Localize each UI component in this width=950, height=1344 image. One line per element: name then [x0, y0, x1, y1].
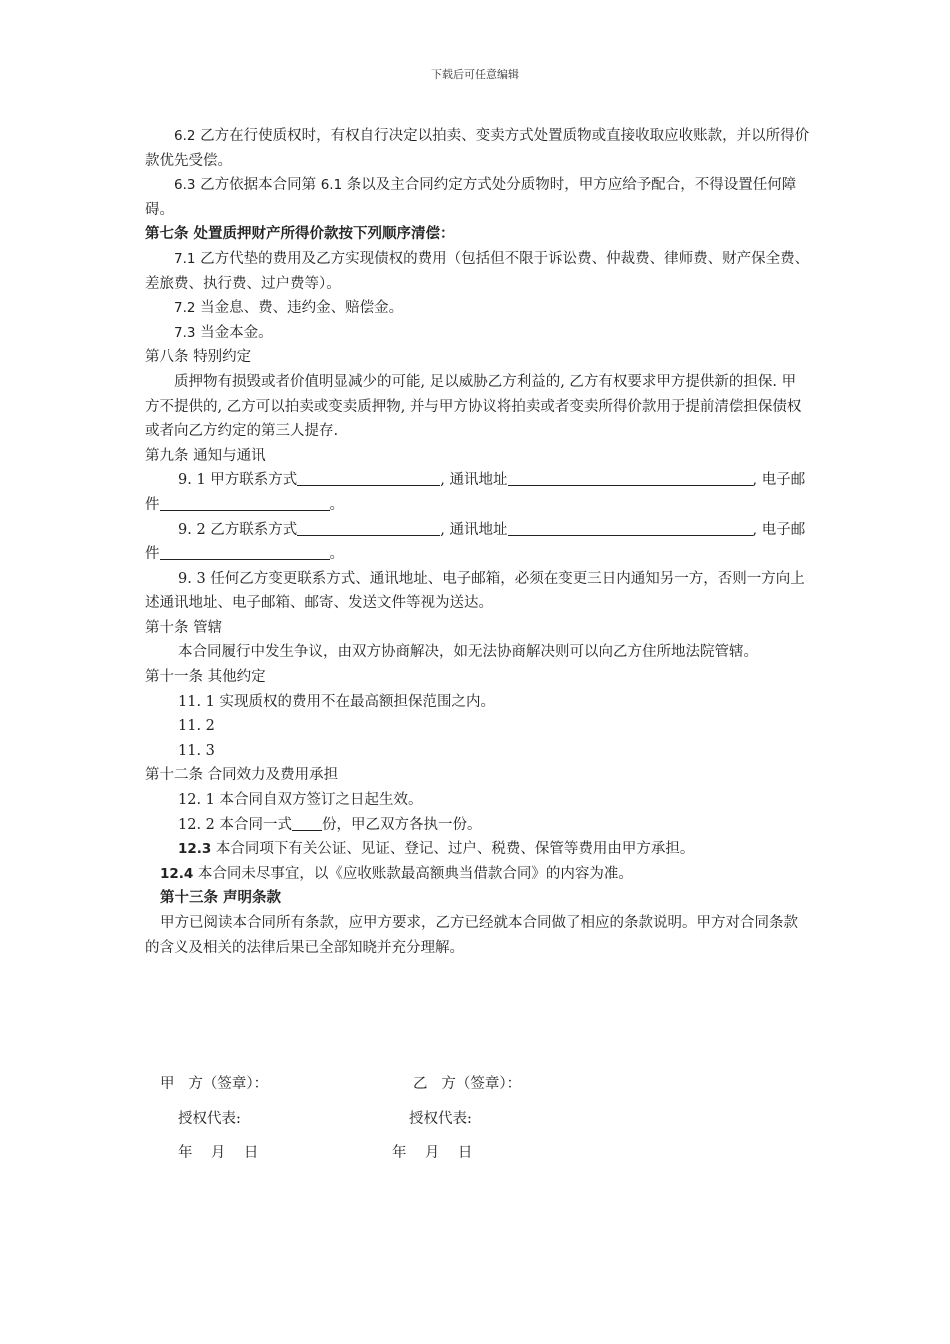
- clause-7-1: [145, 247, 810, 296]
- clause-number: 7.3: [174, 324, 196, 341]
- party-b-email-blank[interactable]: [160, 543, 330, 560]
- clause-text: 本合同未尽事宜，以《应收账款最高额典当借款合同》的内容为准。: [193, 865, 633, 882]
- party-a-email-blank[interactable]: [160, 494, 330, 511]
- clause-number: 12.3: [178, 841, 212, 858]
- clause-11-1: 11. 1 实现质权的费用不在最高额担保范围之内。: [178, 693, 496, 710]
- article-13-text: 甲方已阅读本合同所有条款，应甲方要求，乙方已经就本合同做了相应的条款说明。甲方对合同条款的含义及相关的法律后果已全部知晓并充分理解。: [145, 915, 798, 956]
- clause-text: 乙方代垫的费用及乙方实现债权的费用（包括但不限于诉讼费、仲裁费、律师费、财产保全费、差旅费、执行费、过户费等）。: [145, 250, 810, 292]
- party-a-contact-blank[interactable]: [297, 469, 440, 486]
- clause-text: 本合同项下有关公证、见证、登记、过户、税费、保管等费用由甲方承担。: [211, 841, 695, 858]
- party-b-email-label: , 电子邮件: [145, 521, 806, 563]
- clause-number: 12.4: [160, 865, 194, 882]
- clause-9-3: 9. 3 任何乙方变更联系方式、通讯地址、电子邮箱，必须在变更三日内通知另一方，否则一方向上述通讯地址、电子邮箱、邮寄、发送文件等视为送达。: [145, 570, 805, 612]
- clause-end: 。: [329, 546, 344, 563]
- article-11-title: 第十一条 其他约定: [145, 669, 266, 686]
- party-a-contact-label: 9. 1 甲方联系方式: [178, 472, 298, 489]
- article-10-title: 第十条 管辖: [145, 619, 223, 636]
- article-10-text: 本合同履行中发生争议，由双方协商解决，如无法协商解决则可以向乙方住所地法院管辖。: [178, 644, 758, 661]
- clause-text: 乙方依据本合同第: [195, 177, 321, 194]
- clause-7-2: [145, 296, 810, 321]
- clause-6-2: [145, 124, 810, 173]
- article-8-title: 第八条 特别约定: [145, 349, 252, 366]
- clause-number: 7.2: [174, 300, 196, 317]
- clause-9-1: [145, 468, 810, 517]
- clause-text: 条以及主合同约定方式处分质物时，甲方应给予配合，不得设置任何障碍。: [145, 177, 797, 218]
- clause-12-2: [145, 813, 810, 838]
- clause-7-3: [145, 321, 810, 346]
- clause-6-3: [145, 173, 810, 222]
- clause-text: 当金本金。: [195, 324, 273, 341]
- clause-number: 6.2: [174, 128, 196, 144]
- clause-12-1: 12. 1 本合同自双方签订之日起生效。: [178, 792, 423, 809]
- copies-text: 份，甲乙双方各执一份。: [322, 816, 482, 833]
- clause-12-4: [145, 862, 810, 887]
- party-a-seal-label: 甲 方（签章）：: [160, 1076, 269, 1092]
- article-13-title: 第十三条 声明条款: [160, 889, 282, 907]
- clause-end: 。: [329, 496, 344, 513]
- article-8-text: 质押物有损毁或者价值明显减少的可能, 足以威胁乙方利益的, 乙方有权要求甲方提供新的担保. 甲方不提供的, 乙方可以拍卖或变卖质押物, 并与甲方协议将拍卖或者变卖所得价款用于提前清偿担保债权或者向乙方约定的第三人提存.: [145, 373, 802, 440]
- party-b-date: 年 月 日: [392, 1145, 473, 1161]
- party-a-address-blank[interactable]: [508, 469, 753, 486]
- article-7-title: 第七条 处置质押财产所得价款按下列顺序清偿：: [145, 225, 455, 243]
- copies-label: 12. 2 本合同一式: [178, 816, 293, 833]
- clause-12-3: [145, 837, 810, 862]
- party-b-seal-label: 乙 方（签章）：: [413, 1076, 522, 1092]
- article-9-title: 第九条 通知与通讯: [145, 447, 266, 464]
- copies-blank[interactable]: [292, 814, 322, 831]
- party-b-address-label: , 通讯地址: [440, 521, 508, 538]
- article-12-title: 第十二条 合同效力及费用承担: [145, 767, 339, 784]
- party-b-address-blank[interactable]: [508, 519, 753, 536]
- party-b-rep-label: 授权代表:: [409, 1111, 472, 1127]
- clause-11-2: 11. 2: [178, 718, 215, 735]
- clause-11-3: 11. 3: [178, 742, 215, 759]
- party-a-rep-label: 授权代表:: [178, 1111, 241, 1127]
- page-header: 下载后可任意编辑: [431, 68, 519, 81]
- party-a-address-label: , 通讯地址: [440, 472, 508, 489]
- contract-body: [145, 124, 810, 960]
- party-a-email-label: , 电子邮件: [145, 472, 806, 513]
- party-b-contact-label: 9. 2 乙方联系方式: [178, 521, 298, 538]
- party-b-contact-blank[interactable]: [297, 519, 440, 536]
- clause-text: 乙方在行使质权时，有权自行决定以拍卖、变卖方式处置质物或直接收取应收账款，并以所得价款优先受偿。: [145, 128, 810, 169]
- clause-text: 当金息、费、违约金、赔偿金。: [195, 300, 404, 317]
- clause-number: 6.3: [174, 177, 196, 194]
- clause-9-2: [145, 518, 810, 567]
- clause-reference: 6.1: [320, 177, 343, 194]
- party-a-date: 年 月 日: [178, 1145, 259, 1161]
- clause-number: 7.1: [174, 250, 196, 267]
